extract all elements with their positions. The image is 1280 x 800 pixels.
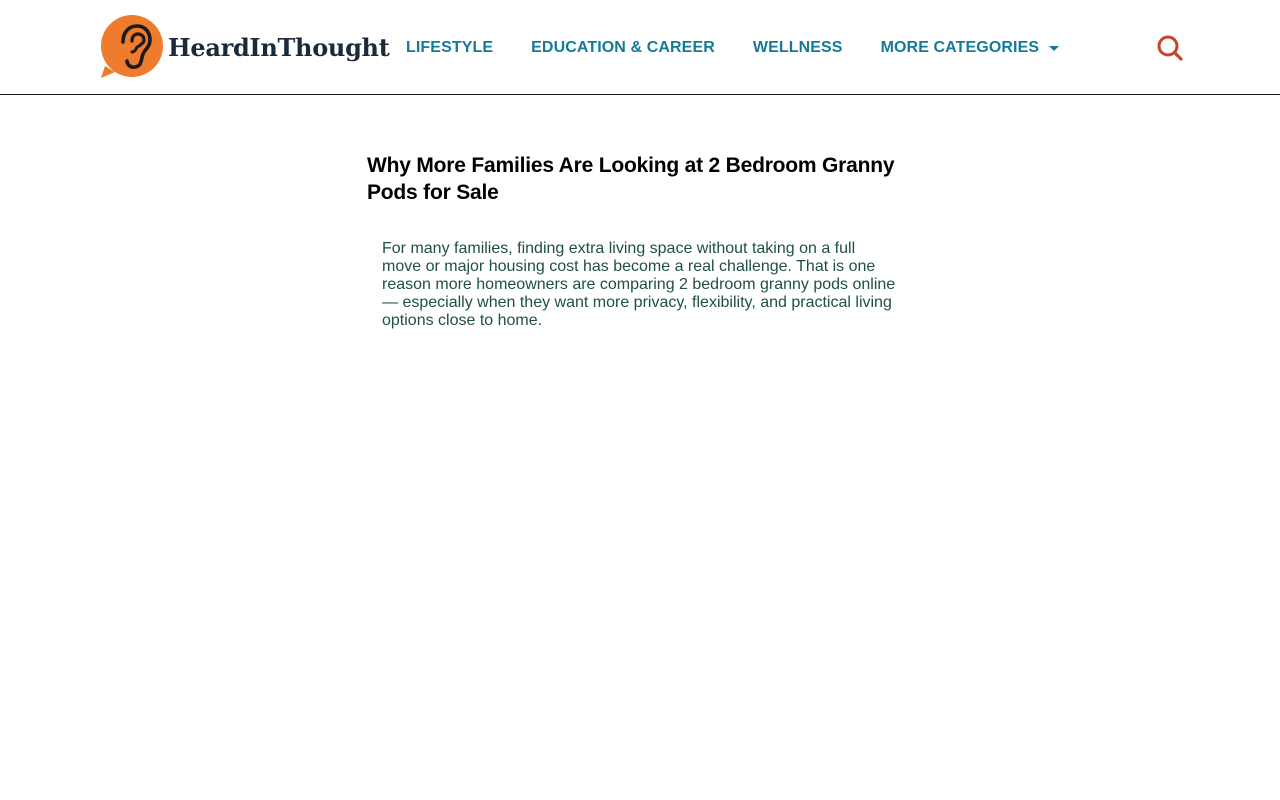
nav-item-education-career[interactable]: EDUCATION & CAREER [531,39,715,56]
chevron-down-icon [1049,46,1059,51]
article-excerpt: For many families, finding extra living space without taking on a full move or major housing cost has become a real challenge. That is one reason more homeowners are comparing 2 bedroom granny pods online — especially when they want more privacy, flexibility, and practical living options close to home. [382,240,896,329]
nav-item-more-categories-label: MORE CATEGORIES [880,39,1040,56]
nav-item-wellness[interactable]: WELLNESS [752,39,843,56]
site-logo-link[interactable] [99,14,389,80]
main-nav [406,36,1097,60]
nav-item-lifestyle[interactable]: LIFESTYLE [406,39,494,56]
site-header [0,0,1280,95]
search-button[interactable] [1155,33,1185,63]
nav-item-more-categories[interactable] [881,39,1060,57]
search-icon [1155,33,1185,63]
article-title[interactable]: Why More Families Are Looking at 2 Bedroom Granny Pods for Sale [367,154,895,204]
article-card [367,152,897,330]
ear-speech-bubble-icon [99,14,165,80]
site-name: HeardInThought [168,32,390,62]
